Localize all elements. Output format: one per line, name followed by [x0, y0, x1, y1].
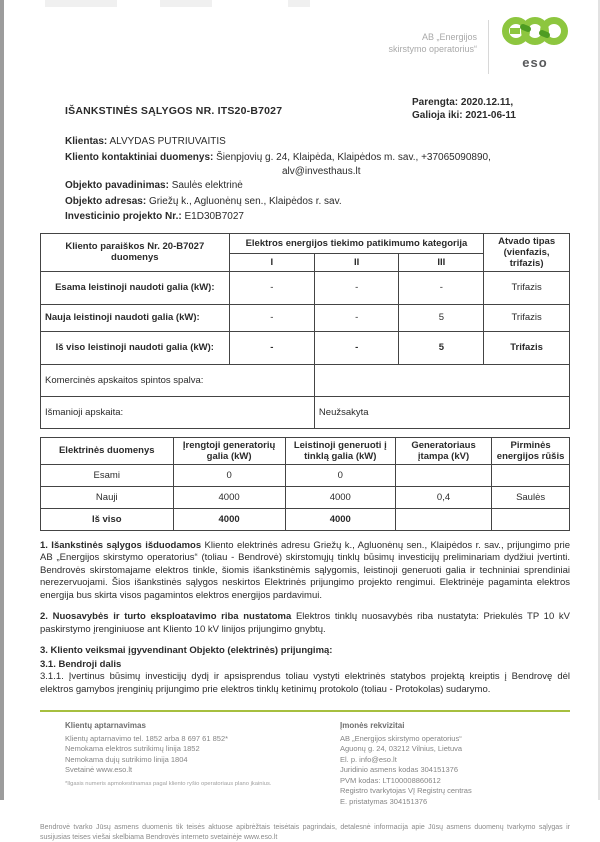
- paragraph-3-1-1: 3.1.1. Įvertinus būsimų investicijų dydį ir apsisprendus toliau vystyti elektrinės statybos projektą kreiptis į Bendrovę dėl elektros gamybos įrenginių prijungimo prie elektros tinklų ketinimų protokolo (toliau - Protokolas) sudarymo.: [40, 671, 570, 695]
- primary-energy: Saulės: [492, 486, 570, 508]
- table-row: [41, 396, 570, 428]
- customer-service-block: [65, 721, 320, 807]
- cat-ii-value: -: [314, 271, 399, 304]
- table-header-row: [41, 437, 570, 464]
- col1-header: Kliento paraiškos Nr. 20-B7027 duomenys: [41, 233, 230, 271]
- company-name-line1: AB „Energijos: [421, 32, 477, 42]
- cat-i-value: -: [229, 271, 314, 304]
- footer-divider: [40, 710, 570, 712]
- feeder-type-header: Atvado tipas (vienfazis, trifazis): [484, 233, 570, 271]
- row-label: Iš viso: [41, 508, 174, 530]
- footer-line: Aguonų g. 24, 03212 Vilnius, Lietuva: [340, 744, 463, 753]
- scan-edge-left: [0, 0, 4, 800]
- paragraph-1: [40, 540, 570, 603]
- company-requisites-title: Įmonės rekvizitai: [340, 721, 405, 730]
- table-row: [41, 508, 570, 530]
- table-header-row: [41, 233, 570, 253]
- document-header: [40, 16, 570, 74]
- footer-line: Juridinio asmens kodas 304151376: [340, 765, 458, 774]
- client-value: ALVYDAS PUTRIUVAITIS: [109, 136, 226, 147]
- footer-line: PVM kodas: LT100008860612: [340, 775, 441, 785]
- eso-logo: [500, 16, 570, 70]
- footer-line: AB „Energijos skirstymo operatorius“: [340, 733, 462, 743]
- cat-ii-header: II: [314, 253, 399, 271]
- client-contacts-line: [65, 150, 570, 166]
- cat-i-value: -: [229, 304, 314, 331]
- generator-voltage: [395, 464, 491, 486]
- smart-metering-label: Išmanioji apskaita:: [41, 396, 315, 428]
- paragraph-2: [40, 611, 570, 636]
- generator-voltage: 0,4: [395, 486, 491, 508]
- allowed-generate-power: 0: [285, 464, 395, 486]
- client-info: [40, 134, 570, 225]
- document-title: IŠANKSTINĖS SĄLYGOS NR. ITS20-B7027: [65, 105, 283, 117]
- power-plant-table: [40, 437, 570, 531]
- project-number-value: E1D30B7027: [184, 211, 244, 222]
- object-name-line: [65, 178, 570, 194]
- footer-footnote: *Ilgasis numeris apmokestinamas pagal kliento ryšio operatoriaus plano įkainius.: [65, 780, 272, 787]
- cat-iii-header: III: [399, 253, 484, 271]
- document-page: [40, 0, 570, 842]
- contacts-value: Šienpjovių g. 24, Klaipėda, Klaipėdos m. sav., +37065090890,: [216, 151, 491, 163]
- company-name-line2: skirstymo operatorius“: [388, 43, 477, 54]
- footer-line: Registro tvarkytojas VĮ Registrų centras: [340, 786, 472, 795]
- prepared-date: Parengta: 2020.12.11,: [412, 97, 514, 108]
- footer-line: E. pristatymas 304151376: [340, 796, 428, 806]
- project-number-line: [65, 209, 570, 225]
- table-row: [41, 486, 570, 508]
- installed-power: 4000: [173, 508, 285, 530]
- customer-service-title: Klientų aptarnavimas: [65, 721, 146, 730]
- application-data-table: [40, 233, 570, 429]
- row-label: Nauji: [41, 486, 174, 508]
- primary-energy: [492, 508, 570, 530]
- object-name-label: Objekto pavadinimas:: [65, 180, 169, 191]
- cat-i-header: I: [229, 253, 314, 271]
- object-address-label: Objekto adresas:: [65, 195, 147, 207]
- object-address-value: Griežų k., Agluonėnų sen., Klaipėdos r. sav.: [148, 195, 342, 207]
- project-number-label: Investicinio projekto Nr.:: [65, 211, 182, 222]
- feeder-type-value: Trifazis: [484, 271, 570, 304]
- footer-line: Svetainė www.eso.lt: [65, 765, 133, 774]
- privacy-notice: Bendrovė tvarko Jūsų asmens duomenis tik teisės aktuose apibrėžtais teisėtais pagrindais, detalesnė informacija apie Jūsų asmens duomenų tvarkymo sąlygas ir susijusias teises viešai skelbiama Bendrovės interneto svetainėje www.eso.lt: [40, 824, 570, 841]
- installed-power: 4000: [173, 486, 285, 508]
- column-header: Generatoriaus įtampa (kV): [395, 437, 491, 464]
- footer-line: Klientų aptarnavimo tel. 1852 arba 8 697 61 852*: [65, 733, 229, 743]
- footer-line: Nemokama dujų sutrikimo linija 1804: [65, 754, 188, 764]
- paragraph-3-1-heading: 3.1. Bendroji dalis: [40, 658, 122, 670]
- header-divider: [488, 20, 489, 74]
- column-header: Pirminės energijos rūšis: [492, 437, 570, 464]
- row-label: Iš viso leistinoji naudoti galia (kW):: [41, 331, 230, 364]
- table-row: [41, 364, 570, 396]
- feeder-type-value: Trifazis: [484, 304, 570, 331]
- table-row: [41, 464, 570, 486]
- client-name-line: [65, 134, 570, 150]
- title-row: [40, 96, 570, 122]
- footer-line: El. p. info@eso.lt: [340, 754, 397, 764]
- paragraph-3-heading: 3. Kliento veiksmai įgyvendinant Objekto (elektrinės) prijungimą:: [40, 645, 333, 656]
- table-row: [41, 304, 570, 331]
- paragraph-2-heading: 2. Nuosavybės ir turto eksploatavimo riba nustatoma: [40, 611, 292, 622]
- company-name: [388, 32, 477, 55]
- category-group-header: Elektros energijos tiekimo patikimumo kategorija: [229, 233, 484, 253]
- object-name-value: Saulės elektrinė: [171, 180, 243, 191]
- paragraph-1-heading: 1. Išankstinės sąlygos išduodamos: [40, 539, 202, 551]
- column-header: Leistinoji generuoti į tinklą galia (kW): [285, 437, 395, 464]
- row-label: Esami: [41, 464, 174, 486]
- company-requisites-block: [340, 721, 472, 807]
- valid-until-date: Galioja iki: 2021-06-11: [412, 110, 516, 121]
- row-label: Nauja leistinoji naudoti galia (kW):: [41, 304, 230, 331]
- footer-line: Nemokama elektros sutrikimų linija 1852: [65, 744, 200, 753]
- cat-iii-value: -: [399, 271, 484, 304]
- paragraph-1-text: Kliento elektrinės adresu Griežų k., Agluonėnų sen., Klaipėdos r. sav., prijungimo prie AB „Energijos skirstymo operatorius“ (toliau - Bendrovė) skirstomųjų tinklų būsimų investicijų preliminariam dydžiui įvertinti. Bendrovės skirstomajame elektros tinkle, šiomis išankstinėmis sąlygomis, leistinoji generuoti galia ir techniniai sprendiniai nerezervuojami. Šios išankstinės sąlygos neskirtos Elektrinės prijungimo projekto rengimui. Elektrinėje pagaminta elektros energija bus skirta visos pagamintos elektros energijos pardavimui.: [40, 539, 571, 601]
- cat-iii-value: 5: [399, 304, 484, 331]
- primary-energy: [492, 464, 570, 486]
- feeder-type-value: Trifazis: [484, 331, 570, 364]
- cabinet-color-label: Komercinės apskaitos spintos spalva:: [41, 364, 315, 396]
- table-row: [41, 271, 570, 304]
- allowed-generate-power: 4000: [285, 508, 395, 530]
- smart-metering-value: Neužsakyta: [314, 396, 569, 428]
- cat-ii-value: -: [314, 304, 399, 331]
- client-label: Klientas:: [65, 136, 108, 147]
- cabinet-color-value: [314, 364, 569, 396]
- installed-power: 0: [173, 464, 285, 486]
- allowed-generate-power: 4000: [285, 486, 395, 508]
- footer: [40, 721, 570, 807]
- eso-logo-wordmark: eso: [522, 55, 548, 70]
- document-dates: [412, 96, 570, 122]
- object-address-line: [65, 194, 570, 210]
- cat-iii-value: 5: [399, 331, 484, 364]
- contacts-email: alv@investhaus.lt: [282, 166, 361, 177]
- eso-logo-icon: [502, 37, 568, 54]
- table-row: [41, 331, 570, 364]
- column-header: Įrengtoji generatorių galia (kW): [173, 437, 285, 464]
- paragraph-2-text: Elektros tinklų nuosavybės riba nustatyta: Priekulės TP 10 kV paskirstymo įrenginiuose ant Kliento 10 kV linijos prijungimo gnybtų.: [40, 611, 570, 635]
- cat-i-value: -: [229, 331, 314, 364]
- generator-voltage: [395, 508, 491, 530]
- row-label: Esama leistinoji naudoti galia (kW):: [41, 271, 230, 304]
- contacts-label: Kliento kontaktiniai duomenys:: [65, 151, 214, 163]
- cat-ii-value: -: [314, 331, 399, 364]
- column-header: Elektrinės duomenys: [41, 437, 174, 464]
